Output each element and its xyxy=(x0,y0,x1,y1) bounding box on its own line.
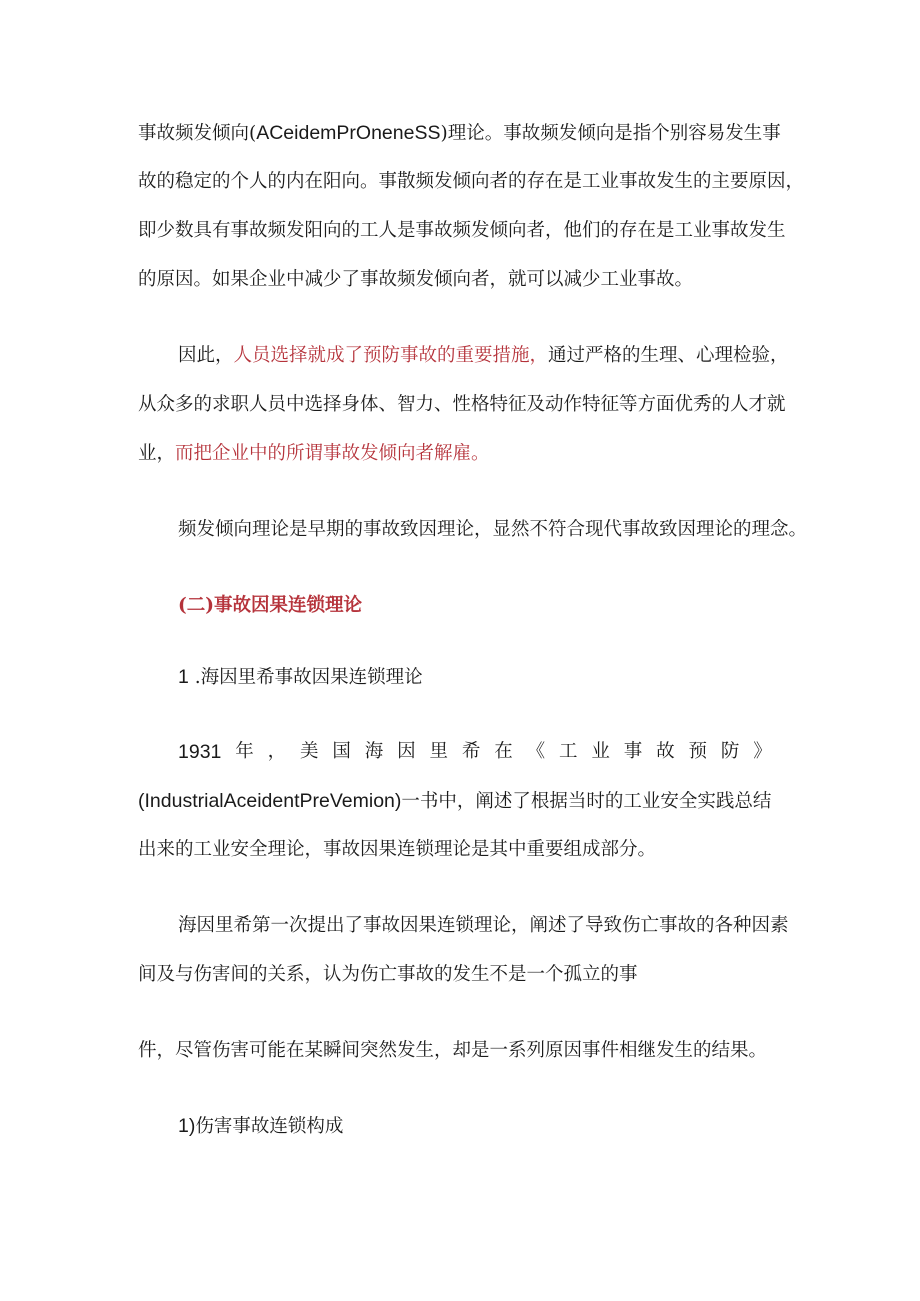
heinrich-intro-token: 工 xyxy=(559,741,578,762)
theory1-text: 事故频发倾向( xyxy=(138,123,257,144)
heinrich-intro-token: 预 xyxy=(688,741,708,762)
theory1-text: )理论。事故频发倾向是指个别容易发生事 xyxy=(440,123,781,144)
selection-line2: 从众多的求职人员中选择身体、智力、性格特征及动作特征等方面优秀的人才就 xyxy=(138,394,786,415)
heinrich-intro-token: ， xyxy=(267,741,287,762)
heinrich-intro-token: 1931 xyxy=(178,741,222,763)
selection-highlight: 人员选择就成了预防事故的重要措施， xyxy=(233,345,549,366)
subsection-title: .海因里希事故因果连锁理论 xyxy=(194,667,423,688)
heinrich-intro-token: 海 xyxy=(364,741,384,762)
selection-line1 xyxy=(178,344,789,368)
item-heading xyxy=(178,1114,343,1139)
heinrich-intro-token: 因 xyxy=(397,741,416,762)
subsection-number: 1 xyxy=(178,666,189,688)
heinrich-intro-token: 国 xyxy=(332,741,351,762)
heinrich-intro-token: 事 xyxy=(623,741,643,762)
heinrich-intro-token: 美 xyxy=(300,741,319,762)
selection-text: 因此， xyxy=(178,345,234,366)
theory1-line3: 即少数具有事故频发阳向的工人是事故频发倾向者，他们的存在是工业事故发生 xyxy=(138,220,786,241)
theory1-term: ACeidemPrOneneSS xyxy=(256,122,441,144)
section-heading: (二)事故因果连锁理论 xyxy=(178,595,363,616)
item-title: 伤害事故连锁构成 xyxy=(195,1116,344,1137)
heinrich-intro-token: 在 xyxy=(494,741,513,762)
selection-highlight: 而把企业中的所谓事故发倾向者解雇。 xyxy=(175,443,490,464)
selection-text: 通过严格的生理、心理检验， xyxy=(548,345,789,366)
item-number: 1) xyxy=(178,1115,196,1137)
theory1-line4: 的原因。如果企业中减少了事故频发倾向者，就可以减少工业事故。 xyxy=(138,269,694,290)
heinrich-intro-line2 xyxy=(138,789,771,814)
book-title-english: (IndustrialAceidentPreVemion) xyxy=(138,790,402,812)
heinrich-intro-line3: 出来的工业安全理论，事故因果连锁理论是其中重要组成部分。 xyxy=(138,839,657,860)
theory1-line2: 故的稳定的个人的内在阳向。事散频发倾向者的存在是工业事故发生的主要原因， xyxy=(138,171,805,192)
theory1-line1 xyxy=(138,121,781,146)
heinrich-intro-token: 》 xyxy=(753,741,772,762)
selection-line3 xyxy=(138,442,490,466)
heinrich-intro-line1 xyxy=(178,740,772,764)
heinrich-intro-token: 《 xyxy=(526,741,546,762)
heinrich-intro-token: 希 xyxy=(461,741,481,762)
heinrich-chain-line3: 件，尽管伤害可能在某瞬间突然发生，却是一系列原因事件相继发生的结果。 xyxy=(138,1040,768,1061)
heinrich-intro-token: 防 xyxy=(720,741,740,762)
heinrich-intro-token: 年 xyxy=(235,741,254,762)
note-paragraph: 频发倾向理论是早期的事故致因理论，显然不符合现代事故致因理论的理念。 xyxy=(178,519,808,540)
heinrich-intro-token: 业 xyxy=(591,741,610,762)
heinrich-chain-line1: 海因里希第一次提出了事故因果连锁理论，阐述了导致伤亡事故的各种因素 xyxy=(178,915,789,936)
heinrich-chain-line2: 间及与伤害间的关系，认为伤亡事故的发生不是一个孤立的事 xyxy=(138,964,638,985)
heinrich-intro-token: 故 xyxy=(656,741,675,762)
heinrich-intro-token: 里 xyxy=(429,741,449,762)
subsection-heading xyxy=(178,665,423,690)
heinrich-intro-text: 一书中，阐述了根据当时的工业安全实践总结 xyxy=(401,791,772,812)
selection-text: 业， xyxy=(138,443,176,464)
